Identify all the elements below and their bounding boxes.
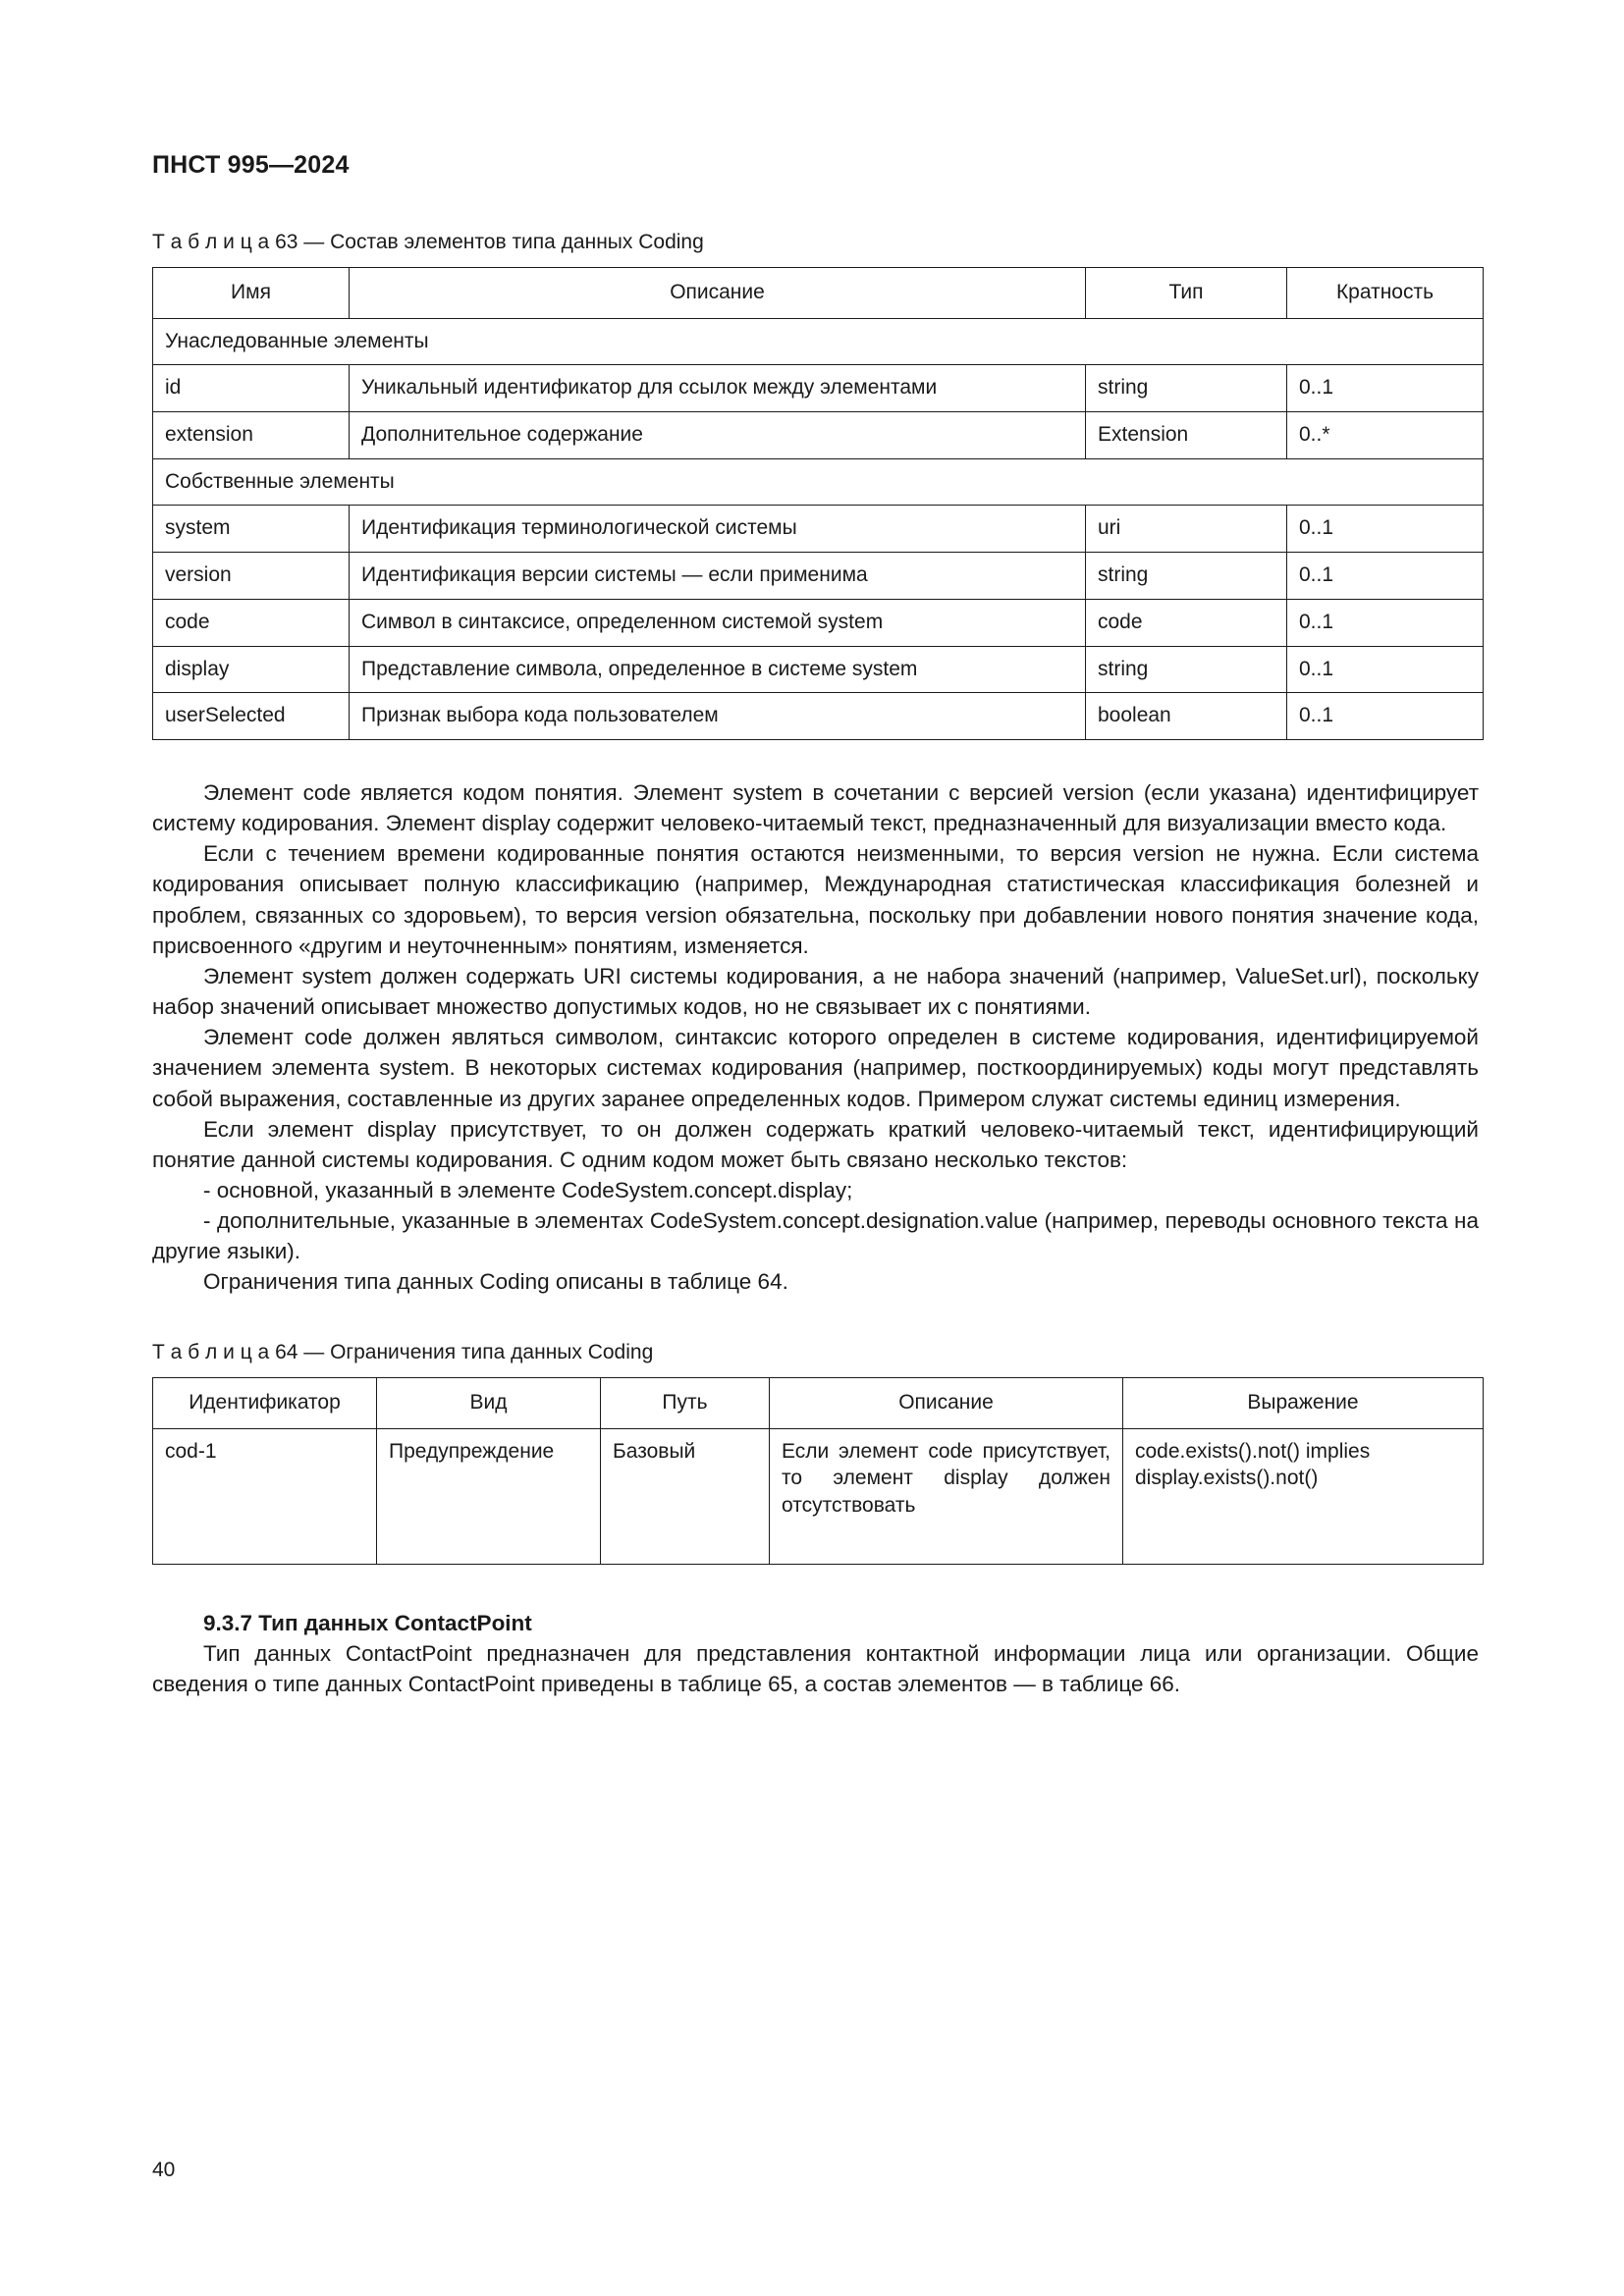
cell-cardinality-id: 0..1 (1287, 365, 1484, 412)
table-64-caption-wrap (152, 1339, 1479, 1365)
paragraph-code-element: Элемент code является кодом понятия. Элемент system в сочетании с версией version (если указана) идентифицирует систему кодирования. Элемент display содержит человеко-читаемый текст, предназначенный для визуализации вместо кода. (152, 779, 1479, 836)
table-64-col-path: Путь (601, 1377, 770, 1428)
table-63-elements-coding (152, 267, 1484, 740)
cell-name-code: code (153, 599, 350, 646)
table-64-header-row (153, 1377, 1484, 1428)
table-row (153, 693, 1484, 740)
cell-cardinality-userselected: 0..1 (1287, 693, 1484, 740)
cell-cardinality-system: 0..1 (1287, 506, 1484, 553)
cell-description-id: Уникальный идентификатор для ссылок между элементами (350, 365, 1086, 412)
cell-description-version: Идентификация версии системы — если применима (350, 553, 1086, 600)
table-64-caption: Т а б л и ц а 64 — Ограничения типа данных Coding (152, 1340, 654, 1363)
cell-type-id: string (1086, 365, 1287, 412)
paragraph-constraints-ref: Ограничения типа данных Coding описаны в таблице 64. (203, 1269, 788, 1295)
cell-expression-cod1: code.exists().not() implies display.exists().not() (1123, 1428, 1484, 1564)
table-63-col-cardinality: Кратность (1287, 267, 1484, 318)
cell-name-display: display (153, 646, 350, 693)
cell-cardinality-display: 0..1 (1287, 646, 1484, 693)
page-number: 40 (152, 2159, 176, 2181)
paragraph-code-symbol: Элемент code должен являться символом, синтаксис которого определен в системе кодирования, идентифицируемой значением элемента system. В некоторых системах кодирования (например, посткоординируемых) коды могут представлять собой выражения, составленные из других заранее определенных кодов. Примером служат системы единиц измерения. (152, 1025, 1479, 1111)
table-63-header-row (153, 267, 1484, 318)
cell-identifier-cod1: cod-1 (153, 1428, 377, 1564)
cell-cardinality-version: 0..1 (1287, 553, 1484, 600)
paragraph-system-uri: Элемент system должен содержать URI системы кодирования, а не набора значений (например, ValueSet.url), поскольку набор значений описывает множество допустимых кодов, но не связывает их с понятиями. (152, 963, 1479, 1020)
cell-name-extension: extension (153, 411, 350, 458)
list-item: - основной, указанный в элементе CodeSystem.concept.display; (203, 1178, 853, 1203)
cell-type-userselected: boolean (1086, 693, 1287, 740)
group-title-inherited: Унаследованные элементы (153, 318, 1484, 365)
table-63-col-description: Описание (350, 267, 1086, 318)
cell-type-extension: Extension (1086, 411, 1287, 458)
body-paragraphs (152, 777, 1479, 1298)
cell-path-cod1: Базовый (601, 1428, 770, 1564)
cell-name-system: system (153, 506, 350, 553)
table-63-col-type: Тип (1086, 267, 1287, 318)
cell-type-version: string (1086, 553, 1287, 600)
table-row (153, 553, 1484, 600)
paragraph-version-need: Если с течением времени кодированные понятия остаются неизменными, то версия version не нужна. Если система кодирования описывает полную классификацию (например, Международная статистическая классификация болезней и проблем, связанных со здоровьем), то версия version обязательна, поскольку при добавлении нового понятия значение кода, присвоенного «другим и неуточненным» понятиям, изменяется. (152, 841, 1479, 958)
table-row (153, 411, 1484, 458)
cell-description-code: Символ в синтаксисе, определенном системой system (350, 599, 1086, 646)
table-row (153, 1428, 1484, 1564)
section-heading-9-3-7: 9.3.7 Тип данных ContactPoint (203, 1610, 532, 1635)
table-64-col-description: Описание (770, 1377, 1123, 1428)
table-64-constraints-coding (152, 1377, 1484, 1565)
list-item: - дополнительные, указанные в элементах CodeSystem.concept.designation.value (например, переводы основного текста на другие языки). (152, 1208, 1479, 1264)
cell-type-code: code (1086, 599, 1287, 646)
table-63-col-name: Имя (153, 267, 350, 318)
document-header-standard-id: ПНСТ 995—2024 (152, 151, 350, 179)
cell-name-version: version (153, 553, 350, 600)
cell-cardinality-code: 0..1 (1287, 599, 1484, 646)
cell-type-display: string (1086, 646, 1287, 693)
cell-description-system: Идентификация терминологической системы (350, 506, 1086, 553)
table-row (153, 646, 1484, 693)
table-row (153, 599, 1484, 646)
cell-name-id: id (153, 365, 350, 412)
table-63-caption: Т а б л и ц а 63 — Состав элементов типа данных Coding (152, 230, 704, 253)
cell-description-userselected: Признак выбора кода пользователем (350, 693, 1086, 740)
cell-kind-cod1: Предупреждение (377, 1428, 601, 1564)
cell-name-userselected: userSelected (153, 693, 350, 740)
table-64-col-expression: Выражение (1123, 1377, 1484, 1428)
group-title-own: Собственные элементы (153, 458, 1484, 506)
cell-description-extension: Дополнительное содержание (350, 411, 1086, 458)
table-64-col-identifier: Идентификатор (153, 1377, 377, 1428)
paragraph-contactpoint-intro: Тип данных ContactPoint предназначен для представления контактной информации лица или организации. Общие сведения о типе данных ContactPoint приведены в таблице 65, а состав элементов — в таблице 66. (152, 1640, 1479, 1696)
table-row (153, 365, 1484, 412)
paragraph-display-text: Если элемент display присутствует, то он должен содержать краткий человеко-читаемый текст, идентифицирующий понятие данной системы кодирования. С одним кодом может быть связано несколько текстов: (152, 1116, 1479, 1172)
cell-description-cod1: Если элемент code присутствует, то элемент display должен отсутствовать (770, 1428, 1123, 1564)
table-row-group-inherited (153, 318, 1484, 365)
table-row (153, 506, 1484, 553)
table-row-group-own (153, 458, 1484, 506)
cell-cardinality-extension: 0..* (1287, 411, 1484, 458)
cell-type-system: uri (1086, 506, 1287, 553)
table-64-col-kind: Вид (377, 1377, 601, 1428)
cell-description-display: Представление символа, определенное в системе system (350, 646, 1086, 693)
